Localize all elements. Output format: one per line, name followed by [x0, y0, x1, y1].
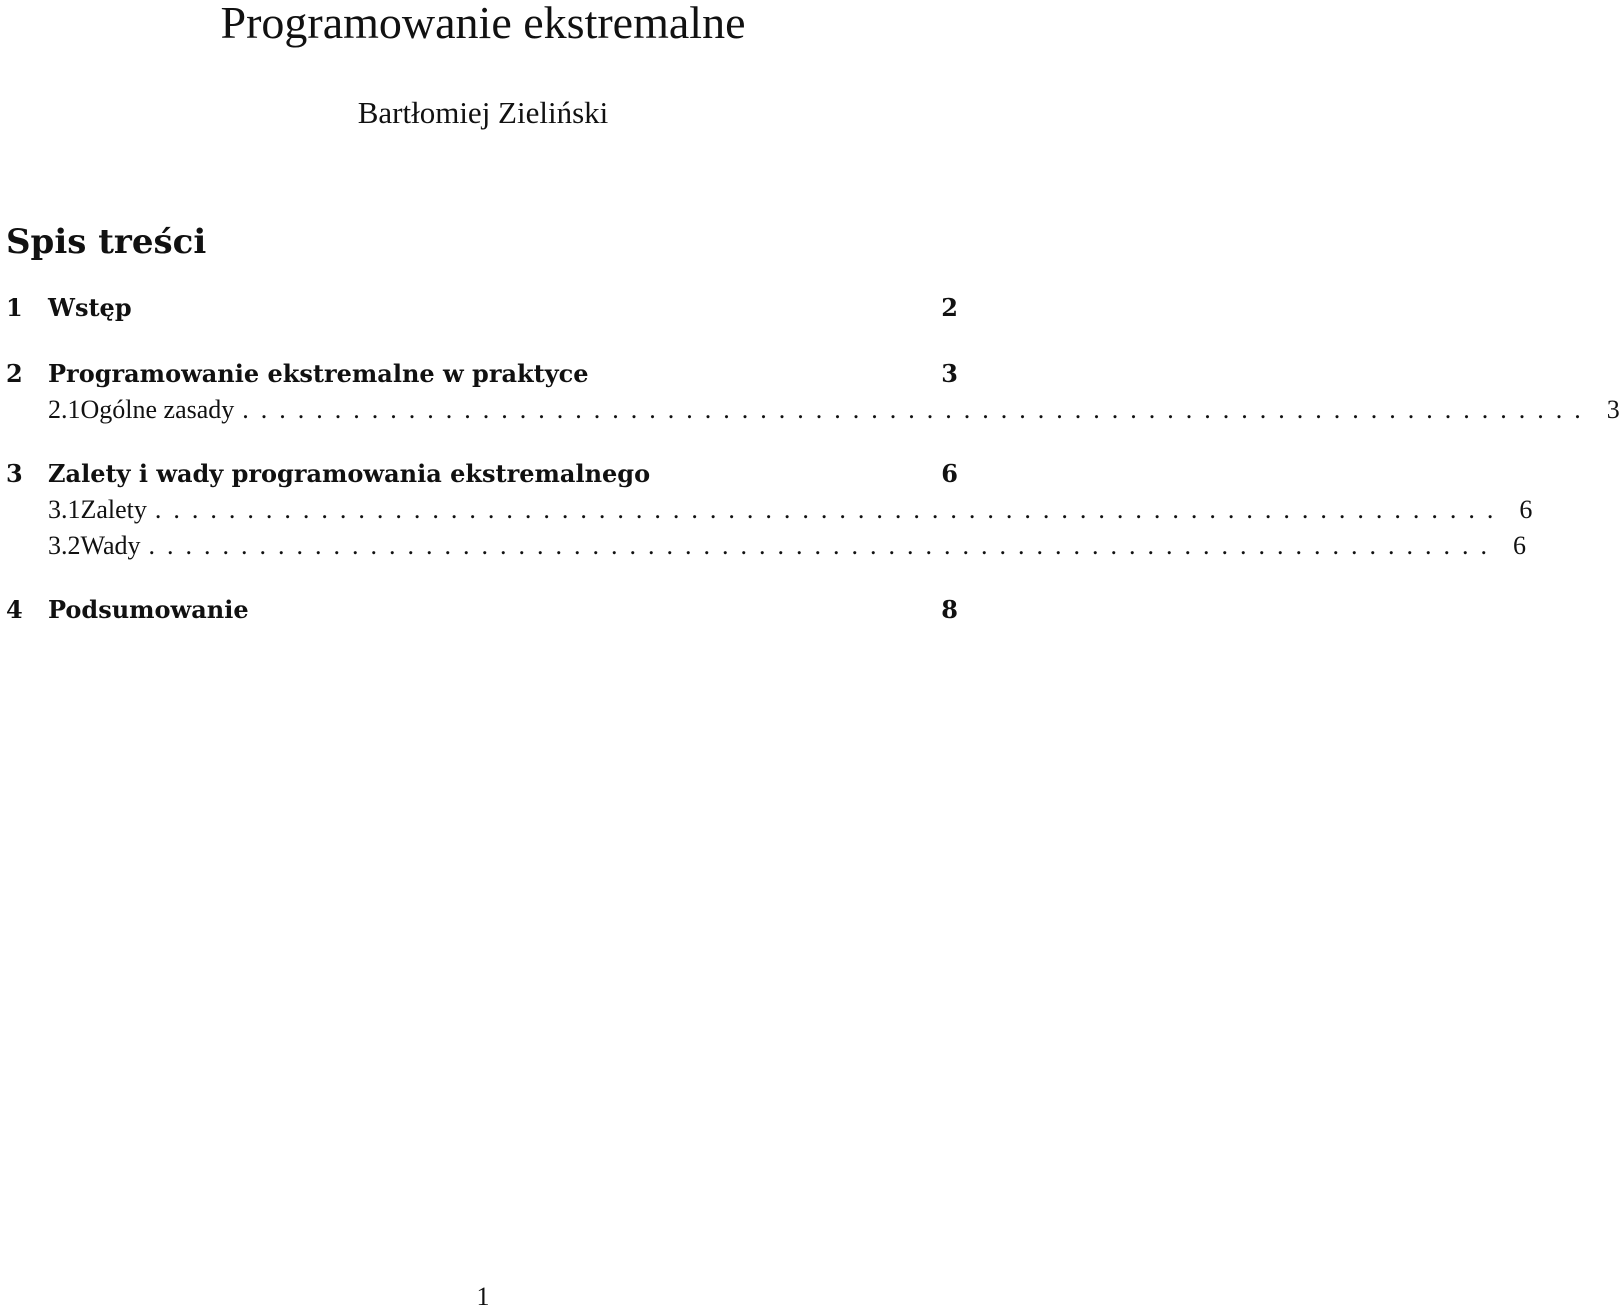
- toc-entry-page: 3: [1606, 395, 1620, 424]
- toc-entry-section[interactable]: [6, 292, 960, 324]
- toc-heading: Spis treści: [6, 222, 207, 262]
- toc-entry-label: Zalety i wady programowania ekstremalnego: [48, 459, 651, 488]
- dot-leader: .........................................................................: [242, 395, 1593, 424]
- toc-entry-number: 3: [6, 459, 23, 488]
- toc-entry-number: 2.1: [48, 395, 81, 424]
- toc-entry-label: Zalety: [80, 495, 147, 524]
- toc-entry-number: 4: [6, 595, 23, 624]
- toc-entry-label: Wstęp: [48, 293, 132, 322]
- toc-entry-page: 6: [1513, 531, 1526, 560]
- toc-entry-page: 8: [941, 595, 958, 624]
- toc-entry-label: Podsumowanie: [48, 595, 249, 624]
- toc-entry-number: 2: [6, 359, 23, 388]
- toc-entry-section[interactable]: [6, 594, 960, 626]
- toc-entry-page: 2: [941, 293, 958, 322]
- toc-entry-label: Ogólne zasady: [80, 395, 235, 424]
- toc-entry-number: 3.1: [48, 495, 81, 524]
- document-title: Programowanie ekstremalne: [220, 0, 746, 48]
- toc-entry-label: Wady: [80, 531, 141, 560]
- toc-entry-subsection[interactable]: [6, 530, 1526, 562]
- document-author: Bartłomiej Zieliński: [357, 95, 609, 130]
- toc-entry-page: 6: [1519, 495, 1533, 524]
- toc-entry-page: 6: [941, 459, 958, 488]
- toc-entry-number: 1: [6, 293, 23, 322]
- toc-entry-section[interactable]: [6, 358, 960, 390]
- page-number: 1: [476, 1282, 490, 1311]
- dot-leader: .........................................................................: [154, 495, 1506, 524]
- toc-entry-subsection[interactable]: [6, 494, 1533, 526]
- toc-entry-page: 3: [941, 359, 958, 388]
- toc-entry-number: 3.2: [48, 531, 81, 560]
- toc-entry-section[interactable]: [6, 458, 960, 490]
- toc-entry-label: Programowanie ekstremalne w praktyce: [48, 359, 589, 388]
- toc-entry-subsection[interactable]: [6, 394, 1620, 426]
- dot-leader: .........................................................................: [148, 531, 1499, 560]
